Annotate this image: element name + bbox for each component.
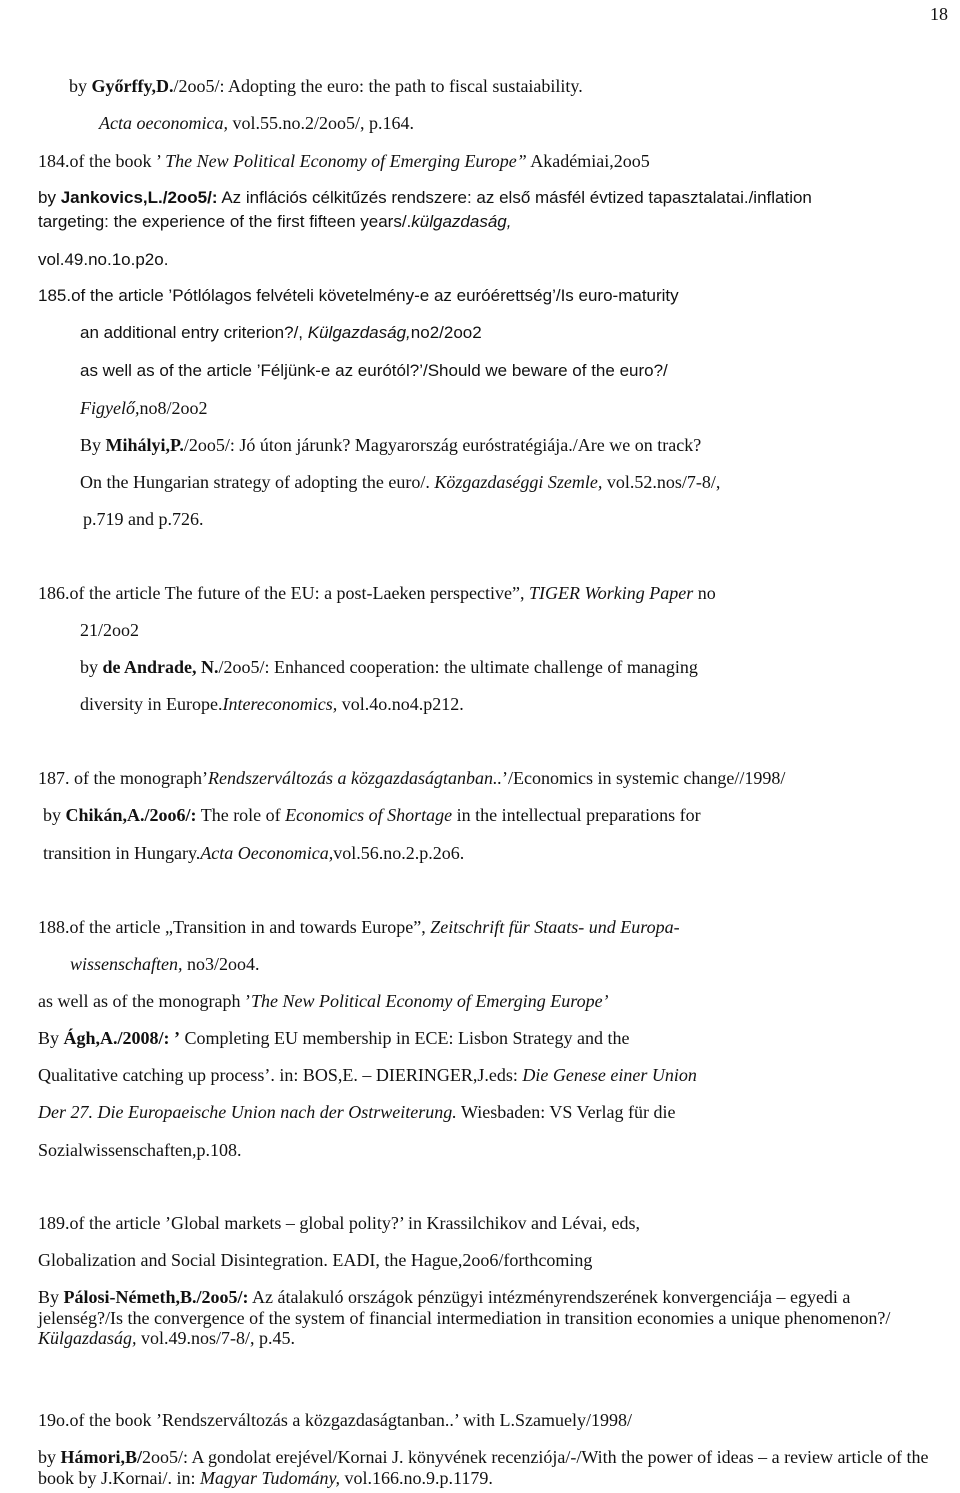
text-run: Mihályi,P. <box>105 435 184 455</box>
text-line <box>38 188 812 208</box>
text-run: The role of <box>196 805 286 825</box>
text-run: 189.of the article ’Global markets – global polity?’ in Krassilchikov and Lévai, eds, <box>38 1213 640 1233</box>
text-line <box>38 1447 930 1488</box>
text-run: wissenschaften, <box>70 954 183 974</box>
text-line <box>38 1102 676 1123</box>
text-run: Die Genese einer Union <box>522 1065 697 1085</box>
text-run: Acta Oeconomica, <box>200 843 334 863</box>
text-run: Der 27. Die Europaeische Union nach der Ostrweiterung. <box>38 1102 457 1122</box>
text-line <box>38 1140 241 1161</box>
text-line <box>38 250 168 270</box>
text-run: By <box>38 1287 64 1307</box>
text-line <box>80 398 208 419</box>
text-line <box>69 76 583 97</box>
text-run: 188.of the article „Transition in and towards Europe”, <box>38 917 431 937</box>
text-run: de Andrade, N. <box>102 657 219 677</box>
text-line <box>38 991 609 1012</box>
text-run: transition in Hungary. <box>43 843 201 863</box>
text-run: vol.49.no.1o.p2o. <box>38 250 169 269</box>
text-line <box>99 113 414 134</box>
text-line <box>80 323 482 343</box>
text-line <box>38 1250 592 1271</box>
text-run: Pálosi-Németh,B./2oo5/: <box>63 1287 249 1307</box>
text-run: /2oo5/: Jó úton járunk? Magyarország euróstratégiája./Are we on track? <box>183 435 702 455</box>
text-run: Az átalakuló országok pénzügyi intézményrendszerének konvergenciája – egyedi a jelenség?/Is the convergence of the system of financial intermediation in transition economies a unique phenomenon?/ <box>38 1287 891 1328</box>
text-run: The New Political Economy of Emerging Europe’ <box>250 991 609 1011</box>
text-run: 186.of the article The future of the EU: a post-Laeken perspective”, <box>38 583 529 603</box>
text-run: Completing EU membership in ECE: Lisbon Strategy and the <box>180 1028 630 1048</box>
text-run: vol.52.nos/7-8/, <box>602 472 721 492</box>
text-run: By <box>80 435 106 455</box>
text-line <box>80 620 139 641</box>
text-run: by <box>43 805 66 825</box>
text-run: 2oo5/: A gondolat erejével/Kornai J. könyvének recenziója/-/With the power of ideas – a review article of the book by J.Kornai/. in: <box>38 1447 929 1488</box>
text-line <box>38 583 716 604</box>
text-run: Az inflációs célkitűzés rendszere: az első másfél évtized tapasztalatai./inflation <box>217 188 812 207</box>
text-run: Economics of Shortage <box>285 805 453 825</box>
text-run: by <box>38 188 61 207</box>
text-run: Külgazdaság, <box>38 1328 137 1349</box>
text-line <box>38 286 679 306</box>
text-run: 184.of the book ’ <box>38 151 166 171</box>
text-run: by <box>80 657 103 677</box>
text-run: On the Hungarian strategy of adopting the euro/. <box>80 472 435 492</box>
text-run: The New Political Economy of Emerging Europe” <box>165 151 527 171</box>
text-line <box>38 1213 640 1234</box>
text-run: külgazdaság, <box>411 212 512 231</box>
text-run: vol.4o.no4.p212. <box>337 694 464 714</box>
text-line <box>38 768 785 789</box>
text-run: Globalization and Social Disintegration. EADI, the Hague,2oo6/forthcoming <box>38 1250 593 1270</box>
text-run: 185.of the article ’Pótlólagos felvételi követelmény-e az euróérettség’/Is euro-maturity <box>38 286 679 305</box>
text-line <box>80 435 701 456</box>
text-run: p.719 and p.726. <box>83 509 204 529</box>
text-run: By <box>38 1028 64 1048</box>
text-run: no <box>693 583 716 603</box>
text-line <box>38 212 511 232</box>
text-line <box>38 151 650 172</box>
text-run: Intereconomics, <box>222 694 338 714</box>
text-run: as well as of the article ’Féljünk-e az eurótól?’/Should we beware of the euro?/ <box>80 361 668 380</box>
text-run: by <box>69 76 92 96</box>
text-line <box>80 361 668 381</box>
text-run: Rendszerváltozás a közgazdaságtanban.. <box>207 768 502 788</box>
text-line <box>80 694 464 715</box>
text-line <box>80 657 698 678</box>
text-run: as well as of the monograph ’ <box>38 991 251 1011</box>
text-run: TIGER Working Paper <box>528 583 694 603</box>
text-run: vol.166.no.9.p.1179. <box>340 1467 493 1488</box>
text-run: an additional entry criterion?/, <box>80 323 308 342</box>
text-line <box>43 843 464 864</box>
text-run: Jankovics,L./2oo5/: <box>60 188 218 207</box>
text-line <box>38 1287 930 1349</box>
text-line <box>80 472 720 493</box>
text-run: Sozialwissenschaften,p.108. <box>38 1140 242 1160</box>
text-run: no2/2oo2 <box>410 323 482 342</box>
text-run: Wiesbaden: VS Verlag für die <box>456 1102 676 1122</box>
text-run: /2oo5/: Adopting the euro: the path to fiscal sustaiability. <box>173 76 583 96</box>
text-line <box>38 1410 632 1431</box>
text-run: vol.49.nos/7-8/, p.45. <box>136 1328 296 1349</box>
text-run: Acta oeconomica, <box>99 113 228 133</box>
text-run: no3/2oo4. <box>182 954 260 974</box>
text-run: Qualitative catching up process’. in: BOS,E. – DIERINGER,J.eds: <box>38 1065 523 1085</box>
page-number: 18 <box>930 4 948 24</box>
text-run: Akadémiai,2oo5 <box>526 151 650 171</box>
text-run: in the intellectual preparations for <box>452 805 701 825</box>
text-run: Zeitschrift für Staats- und Europa- <box>430 917 680 937</box>
text-run: Külgazdaság, <box>307 323 411 342</box>
text-run: Figyelő, <box>80 398 140 418</box>
text-line <box>38 1028 629 1049</box>
text-run: 21/2oo2 <box>80 620 140 640</box>
text-line <box>70 954 260 975</box>
text-run: Hámori,B/ <box>60 1447 142 1467</box>
text-line <box>38 917 680 938</box>
text-run: 19o.of the book ’Rendszerváltozás a közgazdaságtanban..’ with L.Szamuely/1998/ <box>38 1410 632 1430</box>
text-run: 187. of the monograph’ <box>38 768 208 788</box>
text-line <box>83 509 204 530</box>
text-run: targeting: the experience of the first fifteen years/. <box>38 212 412 231</box>
text-line <box>38 1065 697 1086</box>
text-run: /2oo5/: Enhanced cooperation: the ultimate challenge of managing <box>218 657 698 677</box>
text-run: ’/Economics in systemic change//1998/ <box>501 768 786 788</box>
text-line <box>43 805 701 826</box>
text-run: Chikán,A./2oo6/: <box>65 805 197 825</box>
text-run: by <box>38 1447 61 1467</box>
text-run: no8/2oo2 <box>139 398 208 418</box>
text-run: Közgazdaséggi Szemle, <box>434 472 603 492</box>
text-run: Győrffy,D. <box>91 76 174 96</box>
text-run: Magyar Tudomány, <box>200 1467 341 1488</box>
text-run: diversity in Europe. <box>80 694 223 714</box>
text-run: vol.56.no.2.p.2o6. <box>333 843 465 863</box>
text-run: vol.55.no.2/2oo5/, p.164. <box>227 113 414 133</box>
text-run: Ágh,A./2008/: ’ <box>63 1028 181 1048</box>
